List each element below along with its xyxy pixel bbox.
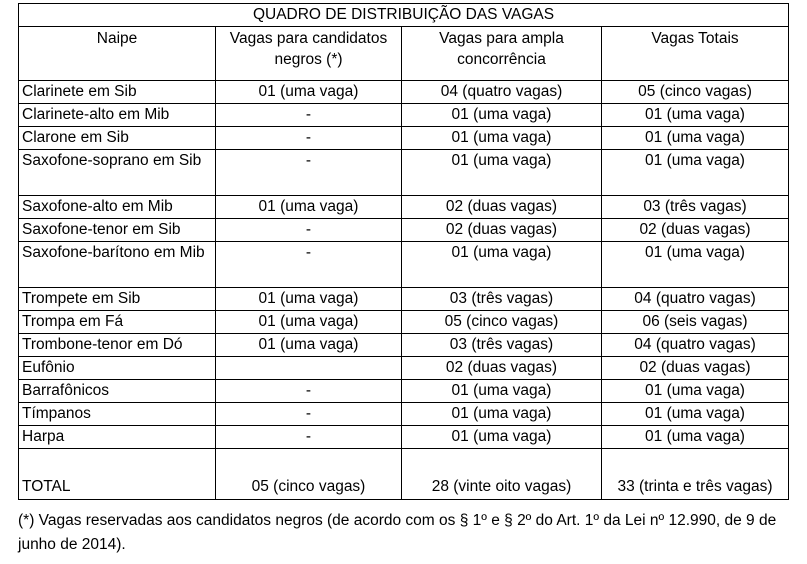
cell-vagas-totais: 01 (uma vaga) <box>602 150 789 196</box>
cell-vagas-totais: 01 (uma vaga) <box>602 426 789 449</box>
header-vagas-negros: Vagas para candidatos negros (*) <box>216 27 402 81</box>
cell-vagas-negros: - <box>216 380 402 403</box>
cell-naipe: Clarinete-alto em Mib <box>19 104 216 127</box>
table-row <box>19 426 789 449</box>
cell-vagas-negros: - <box>216 127 402 150</box>
table-row <box>19 357 789 380</box>
total-totais: 33 (trinta e três vagas) <box>602 449 789 500</box>
table-row <box>19 219 789 242</box>
cell-vagas-negros <box>216 357 402 380</box>
cell-vagas-negros: 01 (uma vaga) <box>216 81 402 104</box>
cell-vagas-ampla: 01 (uma vaga) <box>402 242 602 288</box>
cell-vagas-ampla: 02 (duas vagas) <box>402 196 602 219</box>
total-ampla: 28 (vinte oito vagas) <box>402 449 602 500</box>
cell-vagas-ampla: 01 (uma vaga) <box>402 127 602 150</box>
cell-vagas-negros: - <box>216 104 402 127</box>
table-row <box>19 242 789 288</box>
cell-vagas-ampla: 01 (uma vaga) <box>402 104 602 127</box>
cell-naipe: Clarinete em Sib <box>19 81 216 104</box>
cell-vagas-totais: 01 (uma vaga) <box>602 242 789 288</box>
cell-vagas-ampla: 04 (quatro vagas) <box>402 81 602 104</box>
cell-vagas-totais: 05 (cinco vagas) <box>602 81 789 104</box>
table-total-row <box>19 449 789 500</box>
cell-vagas-totais: 06 (seis vagas) <box>602 311 789 334</box>
cell-vagas-ampla: 03 (três vagas) <box>402 288 602 311</box>
cell-naipe: Eufônio <box>19 357 216 380</box>
cell-vagas-ampla: 01 (uma vaga) <box>402 403 602 426</box>
cell-vagas-totais: 04 (quatro vagas) <box>602 334 789 357</box>
cell-vagas-negros: 01 (uma vaga) <box>216 334 402 357</box>
cell-naipe: Harpa <box>19 426 216 449</box>
table-row <box>19 81 789 104</box>
cell-naipe: Saxofone-tenor em Sib <box>19 219 216 242</box>
cell-vagas-totais: 01 (uma vaga) <box>602 127 789 150</box>
table-row <box>19 403 789 426</box>
table-row <box>19 127 789 150</box>
cell-vagas-negros: 01 (uma vaga) <box>216 311 402 334</box>
total-label: TOTAL <box>19 449 216 500</box>
table-row <box>19 104 789 127</box>
cell-vagas-totais: 01 (uma vaga) <box>602 403 789 426</box>
cell-vagas-totais: 01 (uma vaga) <box>602 380 789 403</box>
cell-naipe: Trompa em Fá <box>19 311 216 334</box>
total-negros: 05 (cinco vagas) <box>216 449 402 500</box>
cell-naipe: Saxofone-alto em Mib <box>19 196 216 219</box>
cell-vagas-totais: 04 (quatro vagas) <box>602 288 789 311</box>
cell-vagas-negros: 01 (uma vaga) <box>216 196 402 219</box>
cell-vagas-negros: - <box>216 150 402 196</box>
cell-vagas-negros: - <box>216 219 402 242</box>
cell-naipe: Tímpanos <box>19 403 216 426</box>
cell-vagas-ampla: 01 (uma vaga) <box>402 426 602 449</box>
cell-naipe: Barrafônicos <box>19 380 216 403</box>
header-vagas-totais: Vagas Totais <box>602 27 789 81</box>
table-row <box>19 311 789 334</box>
cell-vagas-negros: - <box>216 242 402 288</box>
cell-naipe: Saxofone-barítono em Mib <box>19 242 216 288</box>
cell-vagas-ampla: 05 (cinco vagas) <box>402 311 602 334</box>
cell-vagas-negros: 01 (uma vaga) <box>216 288 402 311</box>
cell-naipe: Saxofone-soprano em Sib <box>19 150 216 196</box>
table-row <box>19 150 789 196</box>
cell-vagas-ampla: 02 (duas vagas) <box>402 219 602 242</box>
cell-vagas-negros: - <box>216 403 402 426</box>
cell-vagas-totais: 01 (uma vaga) <box>602 104 789 127</box>
header-naipe: Naipe <box>19 27 216 81</box>
table-row <box>19 288 789 311</box>
cell-vagas-ampla: 02 (duas vagas) <box>402 357 602 380</box>
header-vagas-ampla: Vagas para ampla concorrência <box>402 27 602 81</box>
cell-naipe: Clarone em Sib <box>19 127 216 150</box>
cell-vagas-ampla: 03 (três vagas) <box>402 334 602 357</box>
footnote: (*) Vagas reservadas aos candidatos negros (de acordo com os § 1º e § 2º do Art. 1º da Lei nº 12.990, de 9 de junho de 2014). <box>18 512 777 553</box>
table-row <box>19 196 789 219</box>
table-row <box>19 380 789 403</box>
cell-naipe: Trombone-tenor em Dó <box>19 334 216 357</box>
cell-vagas-totais: 02 (duas vagas) <box>602 219 789 242</box>
table-row <box>19 334 789 357</box>
table-title: QUADRO DE DISTRIBUIÇÃO DAS VAGAS <box>19 4 789 27</box>
cell-vagas-totais: 03 (três vagas) <box>602 196 789 219</box>
vagas-table <box>18 3 789 500</box>
cell-vagas-ampla: 01 (uma vaga) <box>402 150 602 196</box>
cell-vagas-negros: - <box>216 426 402 449</box>
cell-vagas-totais: 02 (duas vagas) <box>602 357 789 380</box>
cell-naipe: Trompete em Sib <box>19 288 216 311</box>
cell-vagas-ampla: 01 (uma vaga) <box>402 380 602 403</box>
